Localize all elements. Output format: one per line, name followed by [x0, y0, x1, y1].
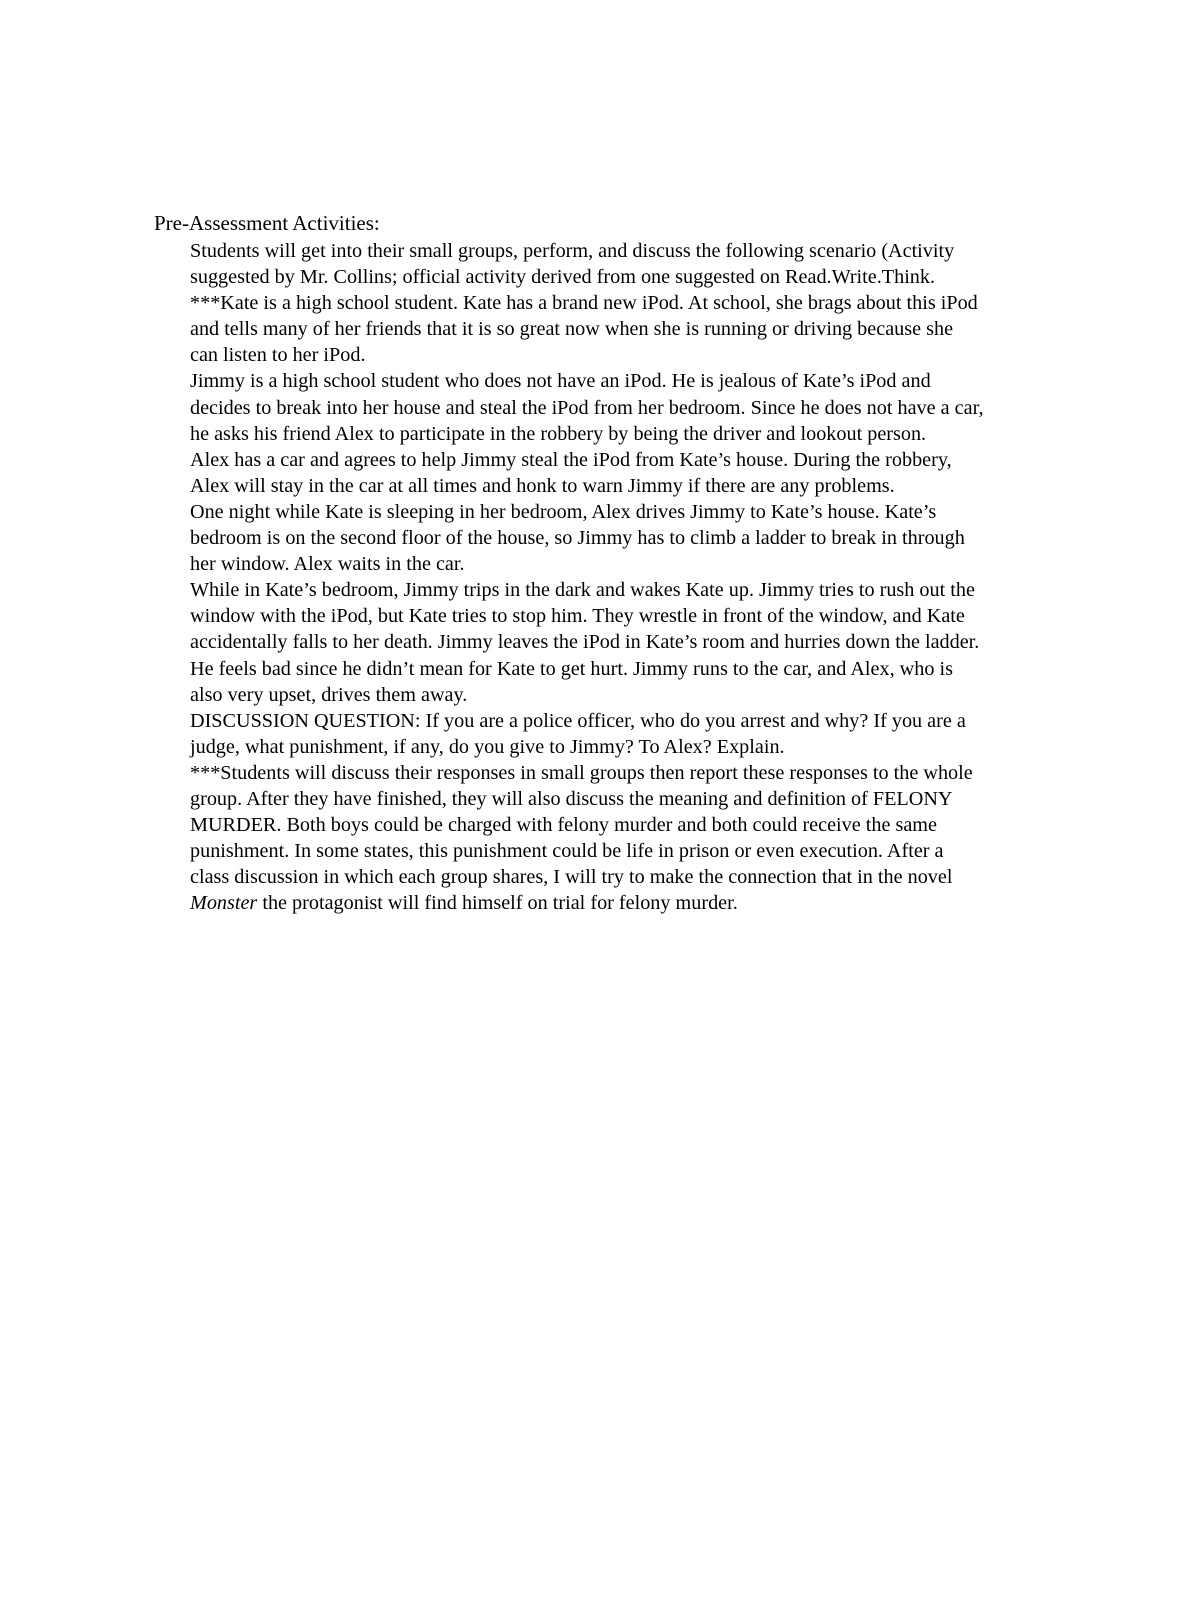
- text-line-final: [190, 890, 1080, 916]
- paragraph-jimmy: [190, 368, 1080, 446]
- novel-title: Monster: [190, 892, 258, 915]
- final-line-text: the protagonist will find himself on trial for felony murder.: [257, 892, 738, 915]
- text-line: Alex will stay in the car at all times and honk to warn Jimmy if there are any problems.: [190, 474, 895, 497]
- text-line: Jimmy is a high school student who does not have an iPod. He is jealous of Kate’s iPod and: [190, 370, 931, 393]
- text-line: group. After they have finished, they will also discuss the meaning and definition of FELONY: [190, 787, 953, 810]
- text-line: accidentally falls to her death. Jimmy leaves the iPod in Kate’s room and hurries down the ladder.: [190, 631, 980, 654]
- text-line: Alex has a car and agrees to help Jimmy steal the iPod from Kate’s house. During the robbery,: [190, 448, 952, 471]
- paragraph-alex: [190, 447, 1080, 499]
- text-line: MURDER. Both boys could be charged with felony murder and both could receive the same: [190, 814, 937, 837]
- text-line: Students will get into their small groups, perform, and discuss the following scenario (Activity: [190, 240, 955, 262]
- text-line: ***Kate is a high school student. Kate has a brand new iPod. At school, she brags about this iPod: [190, 292, 978, 315]
- text-line: suggested by Mr. Collins; official activity derived from one suggested on Read.Write.Think.: [190, 266, 936, 289]
- text-line: her window. Alex waits in the car.: [190, 553, 465, 576]
- paragraph-felony-murder: [190, 760, 1080, 917]
- text-line: bedroom is on the second floor of the house, so Jimmy has to climb a ladder to break in through: [190, 527, 965, 550]
- text-line: ***Students will discuss their responses in small groups then report these responses to the whole: [190, 761, 973, 784]
- section-heading: Pre-Assessment Activities:: [154, 211, 380, 235]
- text-line: punishment. In some states, this punishment could be life in prison or even execution. After a: [190, 840, 944, 863]
- paragraph-kate: [190, 290, 1080, 368]
- text-line: he asks his friend Alex to participate in the robbery by being the driver and lookout person.: [190, 422, 927, 445]
- text-line: can listen to her iPod.: [190, 344, 366, 367]
- text-line: and tells many of her friends that it is so great now when she is running or driving because she: [190, 318, 954, 341]
- text-line: He feels bad since he didn’t mean for Kate to get hurt. Jimmy runs to the car, and Alex, who is: [190, 657, 953, 680]
- document-body: [190, 238, 1080, 916]
- paragraph-one-night: [190, 499, 1080, 577]
- text-line: class discussion in which each group shares, I will try to make the connection that in the novel: [190, 866, 953, 889]
- text-line: While in Kate’s bedroom, Jimmy trips in the dark and wakes Kate up. Jimmy tries to rush out the: [190, 579, 975, 602]
- text-line: also very upset, drives them away.: [190, 683, 468, 706]
- paragraph-intro: [190, 238, 1080, 290]
- text-line: decides to break into her house and steal the iPod from her bedroom. Since he does not have a car,: [190, 396, 984, 419]
- paragraph-bedroom: [190, 577, 1080, 707]
- text-line: window with the iPod, but Kate tries to stop him. They wrestle in front of the window, and Kate: [190, 605, 965, 628]
- text-line: One night while Kate is sleeping in her bedroom, Alex drives Jimmy to Kate’s house. Kate’s: [190, 500, 937, 523]
- paragraph-discussion-question: [190, 708, 1080, 760]
- text-line: judge, what punishment, if any, do you give to Jimmy? To Alex? Explain.: [190, 735, 785, 758]
- text-line: DISCUSSION QUESTION: If you are a police officer, who do you arrest and why? If you are a: [190, 709, 966, 732]
